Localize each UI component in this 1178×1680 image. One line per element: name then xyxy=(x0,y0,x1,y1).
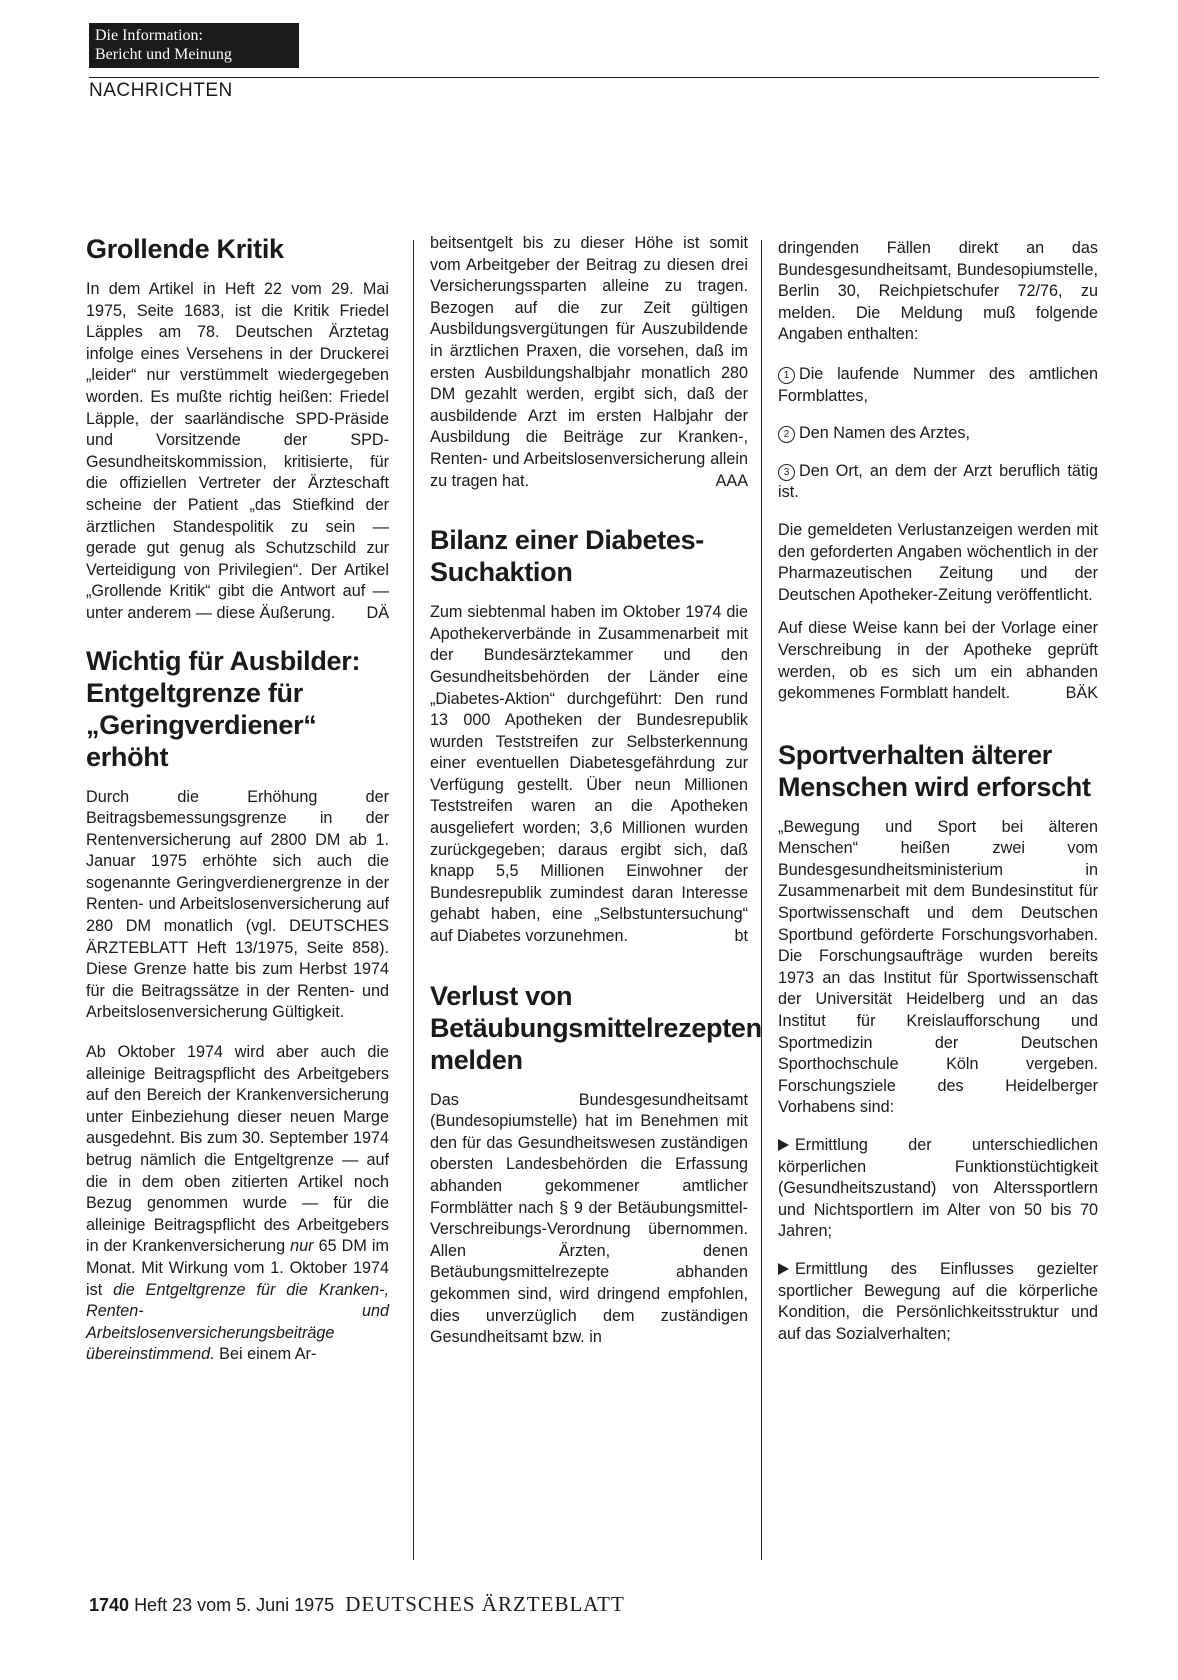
column-1 xyxy=(86,233,389,1378)
bullet-text: Ermittlung der unterschiedlichen körperlichen Funktionstüchtigkeit (Gesundheitszustand) von Alterssportlern und Nichtsportlern im Alter von 50 bis 70 Jahren; xyxy=(778,1136,1098,1241)
list-item xyxy=(778,364,1098,407)
emphasis: nur xyxy=(290,1237,314,1256)
column-2 xyxy=(430,233,762,1361)
author-signature: BÄK xyxy=(1065,684,1098,703)
paragraph-text: 65 DM im Monat. Mit Wirkung vom 1. Oktober 1974 ist xyxy=(86,1237,389,1299)
paragraph-text: Zum siebtenmal haben im Oktober 1974 die Apothekerverbände in Zusammenarbeit mit der Bundesärztekammer und den Gesundheitsbehörden der Länder eine „Diabetes-Aktion“ durchgeführt: Den rund 13 000 Apotheken der Bundesrepublik wurden Teststreifen zur Selbsterkennung einer eventuellen Diabetesgefährdung zur Verfügung gestellt. Über neun Millionen Teststreifen waren an die Apotheken ausgeliefert worden; 3,6 Millionen wurden zurückgegeben; daraus ergibt sich, daß knapp 5,5 Millionen Einwohner der Bundesrepublik zumindest daran Interesse gehabt haben, eine „Selbstuntersuchung“ auf Diabetes vorzunehmen. xyxy=(430,603,748,946)
masthead-line1: Die Information: xyxy=(95,27,203,44)
article-text: Durch die Erhöhung der Beitragsbemessungsgrenze in der Rentenversicherung auf 2800 DM ab 1. Januar 1975 erhöhte sich auch die sogenannte Geringverdienergrenze in der Renten- und Arbeitslosenversicherung auf 280 DM monatlich (vgl. DEUTSCHES ÄRZTEBLATT Heft 13/1975, Seite 858). Diese Grenze hatte bis zum Herbst 1974 für die Beitragssätze in der Renten- und Arbeitslosenversicherung Gültigkeit. xyxy=(86,787,389,1022)
bullet-text: Ermittlung des Einflusses gezielter sportlicher Bewegung auf die körperliche Kondition, die Persönlichkeitsstruktur und auf das Sozialverhalten; xyxy=(778,1259,1098,1343)
list-item-text: Den Namen des Arztes, xyxy=(799,424,970,443)
paragraph-text: Ab Oktober 1974 wird aber auch die alleinige Beitragspflicht des Arbeitgebers auf den Bereich der Krankenversicherung unter Einbeziehung dieser neuen Marge ausgedehnt. Bis zum 30. September 1974 betrug nämlich die Entgeltgrenze — auf die in dem oben zitierten Artikel noch Bezug genommen wurde — für die alleinige Beitragspflicht des Arbeitgebers in der Krankenversicherung xyxy=(86,1043,389,1256)
list-item xyxy=(778,423,1098,445)
circled-number: 2 xyxy=(778,426,795,443)
page-number: 1740 xyxy=(89,1595,130,1615)
circled-number: 1 xyxy=(778,367,795,384)
article-text xyxy=(86,279,389,625)
paragraph-text: Auf diese Weise kann bei der Vorlage einer Verschreibung in der Apotheke geprüft werden, ob es sich um ein abhanden gekommenes Formblatt handelt. xyxy=(778,619,1098,703)
article-text xyxy=(430,233,748,492)
issue-info: Heft 23 vom 5. Juni 1975 xyxy=(134,1595,335,1615)
author-signature: bt xyxy=(734,927,748,946)
author-signature: DÄ xyxy=(366,603,389,622)
masthead xyxy=(89,23,299,68)
bullet-item xyxy=(778,1259,1098,1345)
paragraph-text: beitsentgelt bis zu dieser Höhe ist somit vom Arbeitgeber der Beitrag zu diesen drei Versicherungssparten alleine zu tragen. Bezogen auf die zur Zeit gültigen Ausbildungsvergütungen für Auszubildende in ärztlichen Praxen, die vorsehen, daß im ersten Ausbildungshalbjahr monatlich 280 DM gezahlt werden, ergibt sich, daß der ausbildende Arzt im ersten Halbjahr der Ausbildung die Beiträge zur Kranken-, Renten- und Arbeitslosenversicherung allein zu tragen hat. xyxy=(430,234,748,490)
top-rule xyxy=(89,77,1099,78)
headline-betaeubungsmittel: Verlust von Betäubungsmittelrezepten melden xyxy=(430,980,762,1075)
triangle-bullet-icon xyxy=(778,1139,789,1151)
column-3 xyxy=(778,238,1098,1357)
circled-number: 3 xyxy=(778,464,795,481)
article-text: „Bewegung und Sport bei älteren Menschen“ heißen zwei vom Bundesgesundheitsministerium in Zusammenarbeit mit dem Bundesinstitut für Sportwissenschaft und dem Deutschen Sportbund geförderte Forschungsvorhaben. Die Forschungsaufträge wurden bereits 1973 an das Institut für Sportwissenschaft der Universität Heidelberg und an das Institut für Kreislaufforschung und Sportmedizin der Deutschen Sporthochschule Köln vergeben. Forschungsziele des Heidelberger Vorhabens sind: xyxy=(778,817,1098,1117)
masthead-line2: Bericht und Meinung xyxy=(95,46,232,63)
article-text xyxy=(778,618,1098,704)
emphasis: die Entgeltgrenze für die Kranken-, Renten- und Arbeitslosenversicherungsbeiträge übereinstimmend. xyxy=(86,1280,390,1364)
article-text: Die gemeldeten Verlustanzeigen werden mit den geforderten Angaben wöchentlich in der Pharmazeutischen Zeitung und der Deutschen Apotheker-Zeitung veröffentlicht. xyxy=(778,520,1098,604)
column-divider-2 xyxy=(761,240,762,1560)
article-text xyxy=(86,1042,389,1366)
article-text: Das Bundesgesundheitsamt (Bundesopiumstelle) hat im Benehmen mit den für das Gesundheitswesen zuständigen obersten Landesbehörden die Erfassung abhanden gekommener amtlicher Formblätter nach § 9 der Betäubungsmittel-Verschreibungs-Verordnung übernommen. Allen Ärzten, denen Betäubungsmittelrezepte abhanden gekommen sind, wird dringend empfohlen, dies unverzüglich dem zuständigen Gesundheitsamt bzw. in xyxy=(430,1090,748,1347)
article-text xyxy=(430,602,748,948)
list-item-text: Den Ort, an dem der Arzt beruflich tätig ist. xyxy=(778,461,1098,502)
triangle-bullet-icon xyxy=(778,1263,789,1275)
list-item xyxy=(778,461,1098,504)
headline-sportverhalten: Sportverhalten älterer Menschen wird erforscht xyxy=(778,739,1091,802)
column-divider-1 xyxy=(413,240,414,1560)
author-signature: AAA xyxy=(715,471,748,490)
paragraph-text: Bei einem Ar- xyxy=(219,1345,317,1364)
headline-diabetes: Bilanz einer Diabetes-Suchaktion xyxy=(430,525,704,588)
page-footer xyxy=(89,1592,625,1617)
headline-grollende-kritik: Grollende Kritik xyxy=(86,234,284,264)
paragraph-text: In dem Artikel in Heft 22 vom 29. Mai 1975, Seite 1683, ist die Kritik Friedel Läpples am 78. Deutschen Ärztetag infolge eines Versehens in der Druckerei „leider“ nur verstümmelt wiedergegeben worden. Es mußte richtig heißen: Friedel Läpple, der saarländische SPD-Präside und Vorsitzende der SPD-Gesundheitskommission, kritisierte, für die offiziellen Vertreter der Ärzteschaft scheine der Patient „das Stiefkind der ärztlichen Standespolitik zu sein — gerade gut genug als Schutzschild zur Verteidigung von Privilegien“. Der Artikel „Grollende Kritik“ gibt die Antwort auf — unter anderem — diese Äußerung. xyxy=(86,280,389,622)
headline-entgeltgrenze: Wichtig für Ausbilder: Entgeltgrenze für „Geringverdiener“ erhöht xyxy=(86,645,361,772)
list-item-text: Die laufende Nummer des amtlichen Formblattes, xyxy=(778,364,1098,405)
bullet-item xyxy=(778,1135,1098,1243)
article-text: dringenden Fällen direkt an das Bundesgesundheitsamt, Bundesopiumstelle, Berlin 30, Reichpietschufer 72/76, zu melden. Die Meldung muß folgende Angaben enthalten: xyxy=(778,239,1098,344)
section-label: NACHRICHTEN xyxy=(89,80,233,101)
magazine-name: DEUTSCHES ÄRZTEBLATT xyxy=(345,1592,625,1616)
